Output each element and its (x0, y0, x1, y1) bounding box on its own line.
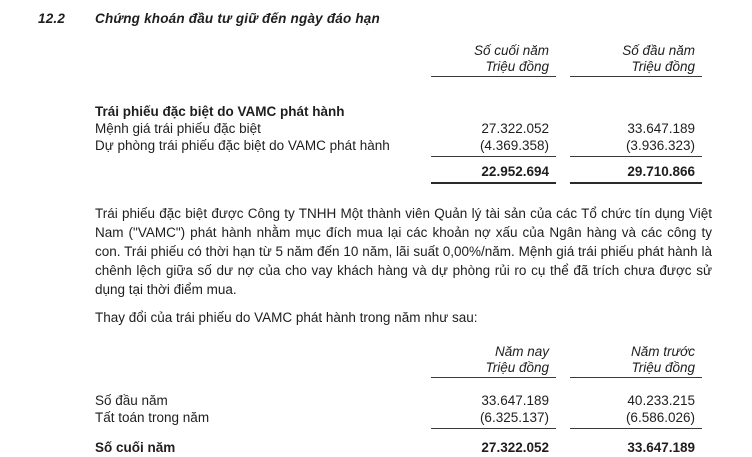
table2-col-prior-header (570, 344, 702, 378)
col-title: Năm nay (494, 344, 549, 359)
value-prior: (3.936.323) (570, 137, 702, 157)
total-current: 22.952.694 (431, 161, 556, 184)
section-number: 12.2 (38, 11, 66, 26)
row-label: Mệnh giá trái phiếu đặc biệt (95, 121, 261, 136)
row-label: Tất toán trong năm (95, 410, 210, 425)
col-title: Số đầu năm (622, 43, 695, 58)
note-paragraph: Trái phiếu đặc biệt được Công ty TNHH Một thành viên Quản lý tài sản của các Tổ chức tín dụng Việt Nam ("VAMC") phát hành nhằm mục đích mua lại các khoản nợ xấu của Ngân hàng và các công ty con. Trái phiếu có thời hạn từ 5 năm đến 10 năm, lãi suất 0,00%/năm. Mệnh giá trái phiếu phát hành là chênh lệch giữa số dư nợ của cho vay khách hàng và dự phòng rủi ro cụ thể đã trích chưa được sử dụng tại thời điểm mua. (95, 206, 712, 297)
section-heading (38, 11, 752, 26)
value-current: 33.647.189 (481, 393, 549, 408)
col-unit: Triệu đồng (485, 58, 549, 74)
table-row-group-header (95, 103, 702, 120)
table2-col-current-header (431, 344, 556, 378)
table-row-total (95, 437, 702, 457)
col-title: Năm trước (631, 344, 695, 359)
vamc-bonds-table (95, 43, 702, 184)
table1-col-current-header (431, 43, 556, 77)
col-unit: Triệu đồng (485, 359, 549, 375)
value-prior: 40.233.215 (627, 393, 695, 408)
value-current: 27.322.052 (481, 121, 549, 136)
value-prior: (6.586.026) (570, 409, 702, 429)
col-title: Số cuối năm (473, 43, 549, 58)
total-prior: 33.647.189 (570, 437, 702, 457)
value-current: (6.325.137) (431, 409, 556, 429)
section-title: Chứng khoán đầu tư giữ đến ngày đáo hạn (95, 11, 380, 26)
change-table-intro: Thay đổi của trái phiếu do VAMC phát hành trong năm như sau: (95, 310, 478, 325)
table2-column-headers (95, 344, 702, 378)
col-unit: Triệu đồng (631, 58, 695, 74)
total-current: 27.322.052 (431, 437, 556, 457)
vamc-bonds-movement-table (95, 344, 702, 457)
table1-col-prior-header (570, 43, 702, 77)
total-label: Số cuối năm (95, 440, 176, 455)
group-header-label: Trái phiếu đặc biệt do VAMC phát hành (95, 104, 345, 119)
col-unit: Triệu đồng (631, 359, 695, 375)
row-label: Số đầu năm (95, 393, 168, 408)
total-prior: 29.710.866 (570, 161, 702, 184)
value-prior: 33.647.189 (627, 121, 695, 136)
table-row (95, 392, 702, 409)
table-row-total (95, 161, 702, 184)
row-label: Dự phòng trái phiếu đặc biệt do VAMC phát hành (95, 138, 390, 153)
value-current: (4.369.358) (431, 137, 556, 157)
table-row (95, 120, 702, 137)
table1-column-headers (95, 43, 702, 77)
table-row (95, 137, 702, 157)
table-row (95, 409, 702, 429)
